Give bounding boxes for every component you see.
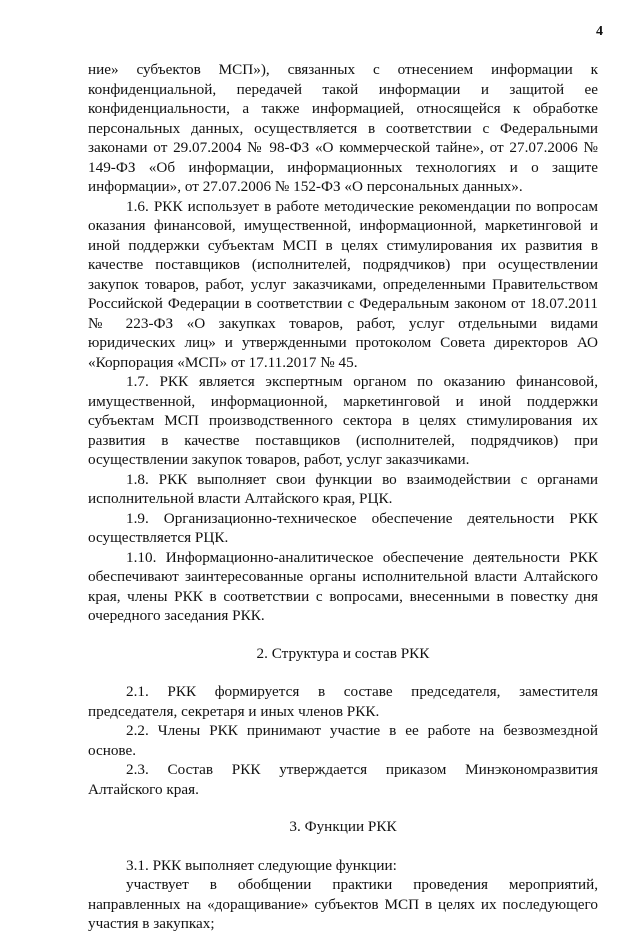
paragraph-2-3: 2.3. Состав РКК утверждается приказом Минэкономразвития Алтайского края. (88, 761, 598, 798)
paragraph-3-1-item: участвует в обобщении практики проведения мероприятий, направленных на «доращивание» субъектов МСП в целях их последующего участия в закупках; (88, 876, 598, 932)
paragraph-1-8: 1.8. РКК выполняет свои функции во взаимодействии с органами исполнительной власти Алтайского края, РЦК. (88, 470, 598, 507)
paragraph-2-2: 2.2. Члены РКК принимают участие в ее работе на безвозмездной основе. (88, 722, 598, 759)
document-body (88, 60, 598, 934)
paragraph-1-10: 1.10. Информационно-аналитическое обеспечение деятельности РКК обеспечивают заинтересованные органы исполнительной власти Алтайского края, члены РКК в соответствии с вопросами, внесенными в повестку дня очередного заседания РКК. (88, 548, 598, 624)
paragraph-2-1: 2.1. РКК формируется в составе председателя, заместителя председателя, секретаря и иных членов РКК. (88, 683, 598, 720)
paragraph-3-1: 3.1. РКК выполняет следующие функции: (126, 856, 397, 874)
paragraph-continuation: ние» субъектов МСП»), связанных с отнесением информации к конфиденциальной, передачей такой информации и защитой ее конфиденциальности, а также информацией, относящейся к обработке персональных данных, осуществляется в соответствии с Федеральными законами от 29.07.2004 № 98-ФЗ «О коммерческой тайне», от 27.07.2006 № 149-ФЗ «Об информации, информационных технологиях и о защите информации», от 27.07.2006 № 152-ФЗ «О персональных данных». (88, 61, 598, 195)
paragraph-1-7: 1.7. РКК является экспертным органом по оказанию финансовой, имущественной, информационной, маркетинговой и иной поддержки субъектам МСП производственного сектора в целях стимулирования их развития в качестве поставщиков (исполнителей, подрядчиков) при осуществлении закупок товаров, работ, услуг заказчиками. (88, 373, 598, 468)
section-heading-2: 2. Структура и состав РКК (256, 644, 430, 662)
paragraph-1-6: 1.6. РКК использует в работе методические рекомендации по вопросам оказания финансовой, имущественной, информационной, маркетинговой и иной поддержки субъектам МСП в целях стимулирования их развития в качестве поставщиков (исполнителей, подрядчиков) при осуществлении закупок товаров, работ, услуг заказчиками, определенными Правительством Российской Федерации в соответствии с Федеральным законом от 18.07.2011 № 223-ФЗ «О закупках товаров, работ, услуг отдельными видами юридических лиц» и утвержденными протоколом Совета директоров АО «Корпорация «МСП» от 17.11.2017 № 45. (88, 197, 598, 371)
page-number: 4 (596, 24, 603, 39)
section-heading-3: 3. Функции РКК (289, 818, 397, 835)
paragraph-1-9: 1.9. Организационно-техническое обеспечение деятельности РКК осуществляется РЦК. (88, 509, 598, 546)
